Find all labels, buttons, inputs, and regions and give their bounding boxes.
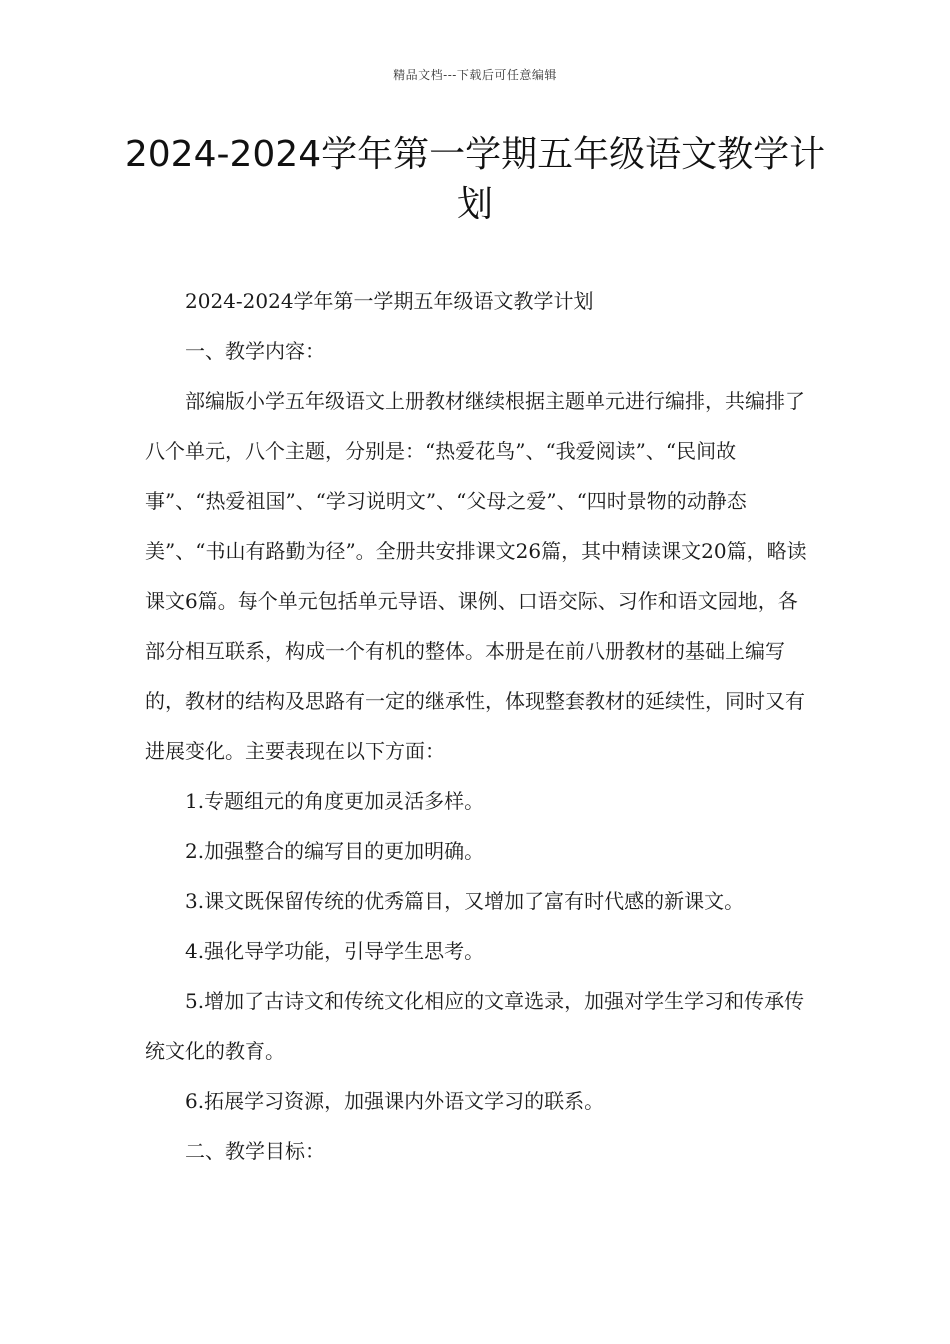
header-note: 精品文档---下载后可任意编辑: [393, 68, 557, 82]
paragraph-subtitle: 2024-2024学年第一学期五年级语文教学计划: [185, 289, 594, 313]
heading-teaching-goals: 二、教学目标：: [185, 1139, 325, 1163]
heading-teaching-content: 一、教学内容：: [185, 339, 325, 363]
list-item-3: 3.课文既保留传统的优秀篇目，又增加了富有时代感的新课文。: [185, 889, 745, 913]
document-title: 2024-2024学年第一学期五年级语文教学计划: [124, 134, 826, 225]
list-item-5: 5.增加了古诗文和传统文化相应的文章选录，加强对学生学习和传承传统文化的教育。: [145, 989, 805, 1063]
paragraph-content-overview: 部编版小学五年级语文上册教材继续根据主题单元进行编排，共编排了八个单元，八个主题，分别是：“热爱花鸟”、“我爱阅读”、“民间故事”、“热爱祖国”、“学习说明文”、“父母之爱”、“四时景物的动静态美”、“书山有路勤为径”。全册共安排课文26篇，其中精读课文20篇，略读课文6篇。每个单元包括单元导语、课例、口语交际、习作和语文园地，各部分相互联系，构成一个有机的整体。本册是在前八册教材的基础上编写的，教材的结构及思路有一定的继承性，体现整套教材的延续性，同时又有进展变化。主要表现在以下方面：: [145, 389, 807, 763]
list-item-4: 4.强化导学功能，引导学生思考。: [185, 939, 485, 963]
document-body: [145, 276, 810, 1176]
list-item-6: 6.拓展学习资源，加强课内外语文学习的联系。: [185, 1089, 605, 1113]
list-item-1: 1.专题组元的角度更加灵活多样。: [185, 789, 485, 813]
list-item-2: 2.加强整合的编写目的更加明确。: [185, 839, 485, 863]
